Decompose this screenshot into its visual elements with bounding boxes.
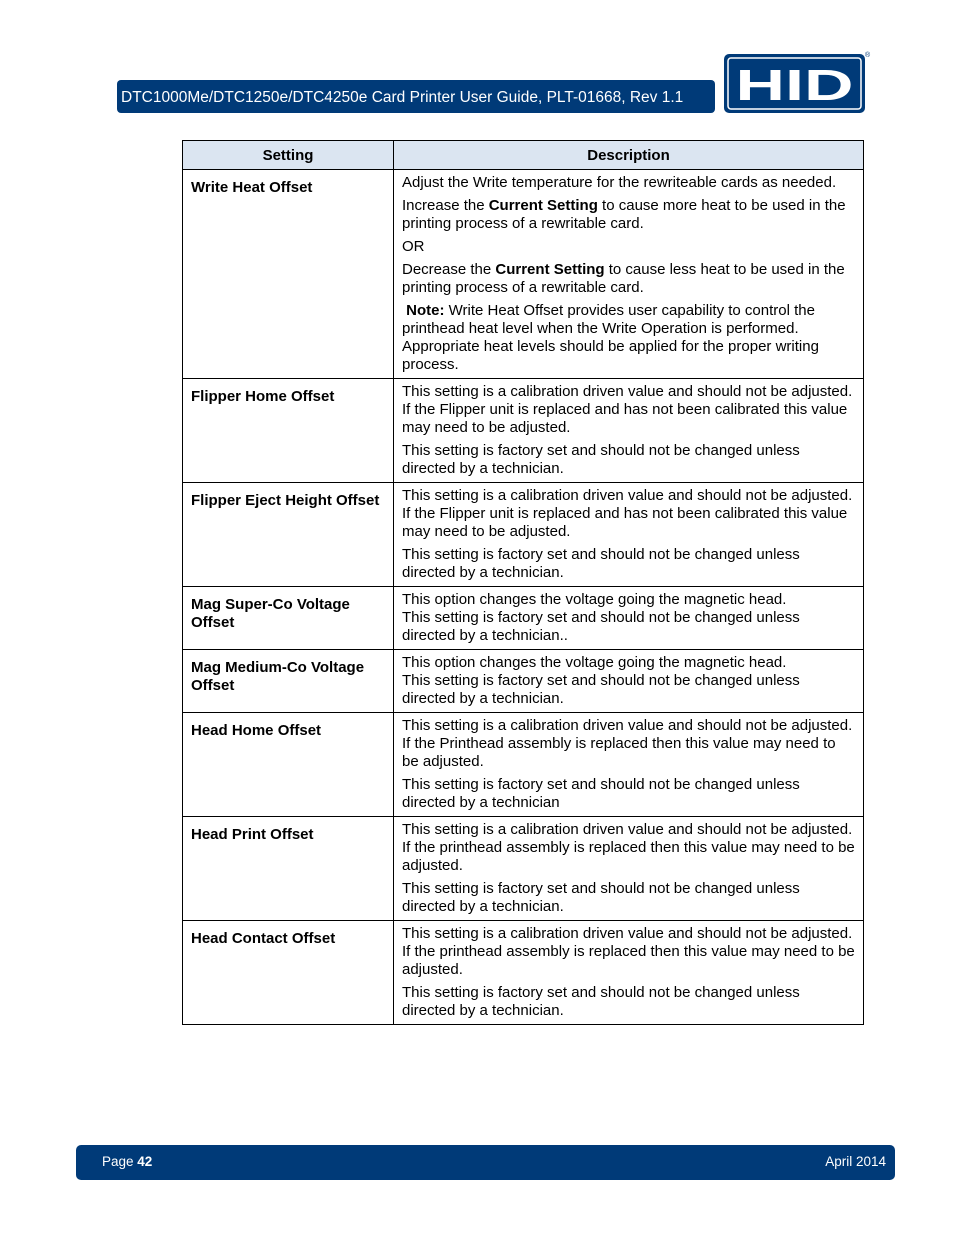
registered-mark: ® — [865, 52, 871, 59]
description-text: This setting is factory set and should not be changed unless directed by a technician. — [402, 672, 804, 707]
setting-description — [394, 817, 864, 921]
description-paragraph — [402, 984, 855, 1020]
table-row — [183, 587, 864, 650]
description-paragraph — [402, 609, 855, 645]
description-text: This setting is factory set and should not be changed unless directed by a technician — [402, 776, 804, 811]
setting-description — [394, 921, 864, 1025]
table-row — [183, 170, 864, 379]
table-header-row — [183, 141, 864, 170]
description-paragraph — [402, 261, 855, 297]
description-paragraph — [402, 880, 855, 916]
emphasis-text: Current Setting — [488, 197, 598, 214]
setting-name: Flipper Home Offset — [183, 379, 394, 483]
description-paragraph — [402, 487, 855, 541]
description-paragraph — [402, 197, 855, 233]
description-text: This setting is a calibration driven value and should not be adjusted. If the Flipper unit is replaced and has not been calibrated this value may need to be adjusted. — [402, 487, 857, 540]
description-text: This setting is a calibration driven value and should not be adjusted. If the printhead assembly is replaced then this value may need to be adjusted. — [402, 925, 859, 978]
description-text: This setting is factory set and should not be changed unless directed by a technician. — [402, 984, 804, 1019]
emphasis-text: Current Setting — [495, 261, 605, 278]
description-paragraph — [402, 302, 855, 374]
setting-description — [394, 587, 864, 650]
setting-name: Head Print Offset — [183, 817, 394, 921]
setting-name: Mag Super-Co Voltage Offset — [183, 587, 394, 650]
table-row — [183, 379, 864, 483]
description-paragraph — [402, 717, 855, 771]
document-footer-bar — [76, 1145, 895, 1180]
setting-description — [394, 650, 864, 713]
setting-name: Flipper Eject Height Offset — [183, 483, 394, 587]
document-date: April 2014 — [825, 1154, 886, 1169]
description-text: This setting is factory set and should not be changed unless directed by a technician. — [402, 442, 804, 477]
description-paragraph — [402, 238, 855, 256]
description-text: This option changes the voltage going the magnetic head. — [402, 654, 787, 671]
description-paragraph — [402, 442, 855, 478]
hid-logo-icon — [724, 54, 865, 113]
document-header-bar — [117, 80, 715, 113]
description-text: This setting is a calibration driven value and should not be adjusted. If the Flipper unit is replaced and has not been calibrated this value may need to be adjusted. — [402, 383, 857, 436]
table-row — [183, 650, 864, 713]
description-text: This option changes the voltage going the magnetic head. — [402, 591, 787, 608]
setting-name: Write Heat Offset — [183, 170, 394, 379]
table-row — [183, 713, 864, 817]
description-paragraph — [402, 672, 855, 708]
setting-name: Head Home Offset — [183, 713, 394, 817]
setting-description — [394, 170, 864, 379]
description-text: to cause less heat to be used in the printing process of a rewritable card. — [402, 261, 849, 296]
description-text: This setting is a calibration driven value and should not be adjusted. If the printhead assembly is replaced then this value may need to be adjusted. — [402, 821, 859, 874]
document-title: DTC1000Me/DTC1250e/DTC4250e Card Printer User Guide, PLT-01668, Rev 1.1 — [121, 89, 684, 106]
description-paragraph — [402, 925, 859, 979]
description-text: This setting is factory set and should not be changed unless directed by a technician.. — [402, 609, 804, 644]
description-text: This setting is factory set and should not be changed unless directed by a technician. — [402, 546, 804, 581]
description-paragraph — [402, 383, 855, 437]
description-text: Write Heat Offset provides user capability to control the printhead heat level when the Write Operation is performed. Appropriate heat levels should be applied for the proper writing process. — [402, 302, 824, 373]
table-row — [183, 921, 864, 1025]
description-text: This setting is factory set and should not be changed unless directed by a technician. — [402, 880, 804, 915]
description-paragraph — [402, 591, 855, 609]
table-row — [183, 817, 864, 921]
description-paragraph — [402, 654, 855, 672]
setting-description — [394, 713, 864, 817]
setting-name: Head Contact Offset — [183, 921, 394, 1025]
setting-description — [394, 379, 864, 483]
description-text: Adjust the Write temperature for the rewriteable cards as needed. — [402, 174, 837, 191]
logo-text: HID — [735, 61, 854, 110]
description-paragraph — [402, 776, 855, 812]
column-header-description: Description — [394, 141, 864, 170]
description-paragraph — [402, 174, 855, 192]
hid-logo — [724, 54, 865, 113]
description-text: Decrease the — [402, 261, 496, 278]
description-paragraph — [402, 546, 855, 582]
description-text: to cause more heat to be used in the printing process of a rewritable card. — [402, 197, 850, 232]
page-number: 42 — [137, 1154, 153, 1169]
emphasis-text: Note: — [402, 302, 445, 319]
table-row — [183, 483, 864, 587]
description-paragraph — [402, 821, 859, 875]
column-header-setting: Setting — [183, 141, 394, 170]
setting-name: Mag Medium-Co Voltage Offset — [183, 650, 394, 713]
settings-table — [182, 140, 864, 1025]
page-indicator — [102, 1154, 152, 1169]
description-text: This setting is a calibration driven value and should not be adjusted. If the Printhead assembly is replaced then this value may need to be adjusted. — [402, 717, 857, 770]
table-body — [183, 170, 864, 1025]
description-text: OR — [402, 238, 425, 255]
page-label: Page — [102, 1154, 138, 1169]
description-text: Increase the — [402, 197, 489, 214]
setting-description — [394, 483, 864, 587]
